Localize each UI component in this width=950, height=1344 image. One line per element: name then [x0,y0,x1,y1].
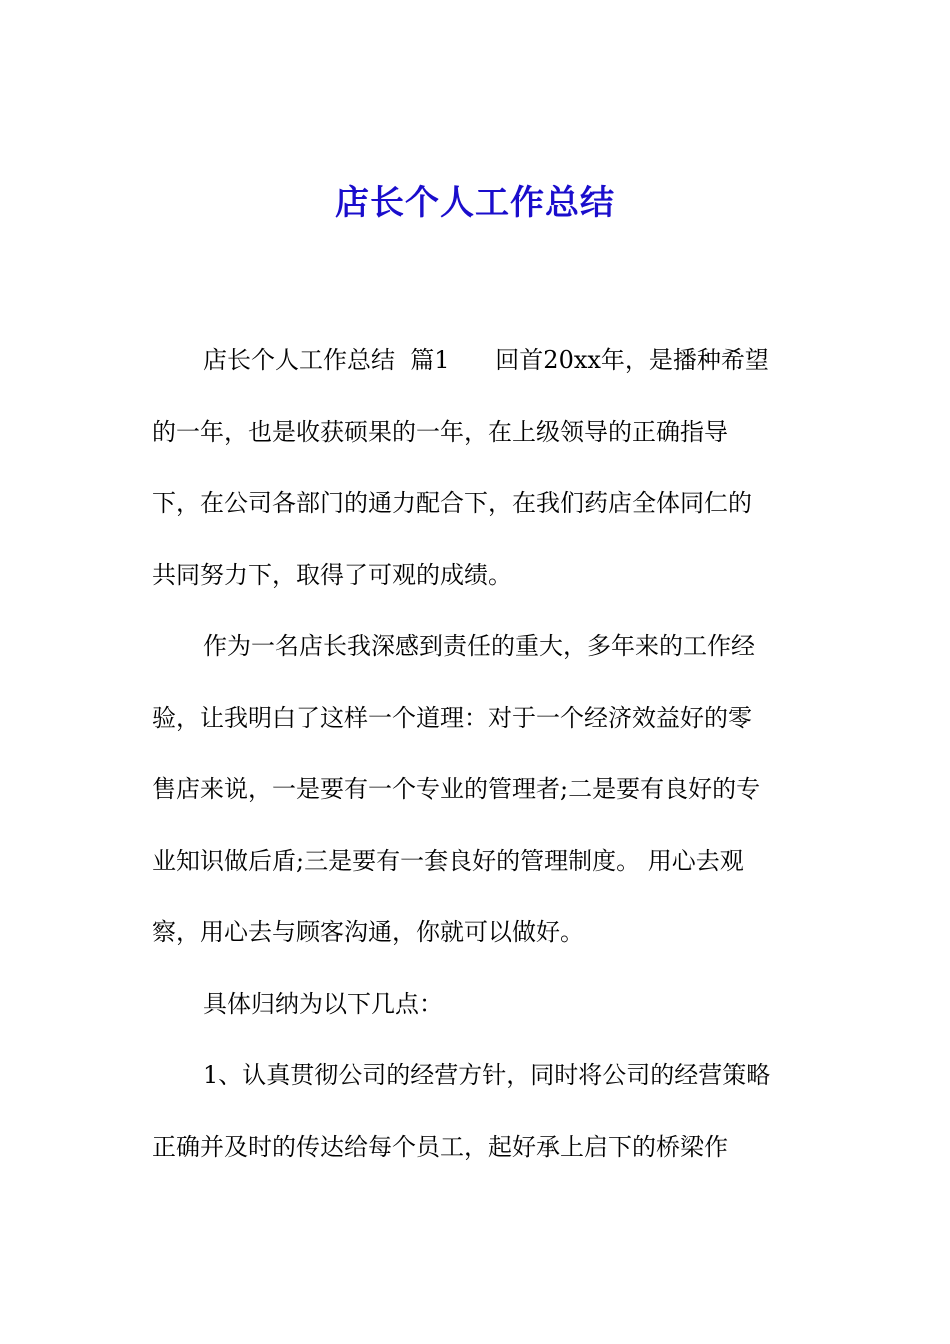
body-line: 正确并及时的传达给每个员工，起好承上启下的桥梁作 [152,1132,728,1161]
body-line: 售店来说，一是要有一个专业的管理者;二是要有良好的专 [152,775,761,803]
document-body [152,325,804,1183]
body-line: 具体归纳为以下几点： [203,989,443,1018]
body-line: 验，让我明白了这样一个道理：对于一个经济效益好的零 [152,703,752,732]
body-line: 1、认真贯彻公司的经营方针，同时将公司的经营策略 [203,1061,771,1089]
body-line: 察，用心去与顾客沟通，你就可以做好。 [152,918,584,946]
body-line: 共同努力下，取得了可观的成绩。 [152,560,512,589]
body-line: 作为一名店长我深感到责任的重大，多年来的工作经 [203,632,755,660]
body-line: 业知识做后盾;三是要有一套良好的管理制度。 用心去观 [152,846,744,875]
body-line: 店长个人工作总结 篇1 回首20xx年，是播种希望 [203,346,769,374]
document-title: 店长个人工作总结 [335,183,615,223]
body-line: 的一年，也是收获硕果的一年，在上级领导的正确指导 [152,417,728,446]
body-line: 下，在公司各部门的通力配合下，在我们药店全体同仁的 [152,489,752,517]
